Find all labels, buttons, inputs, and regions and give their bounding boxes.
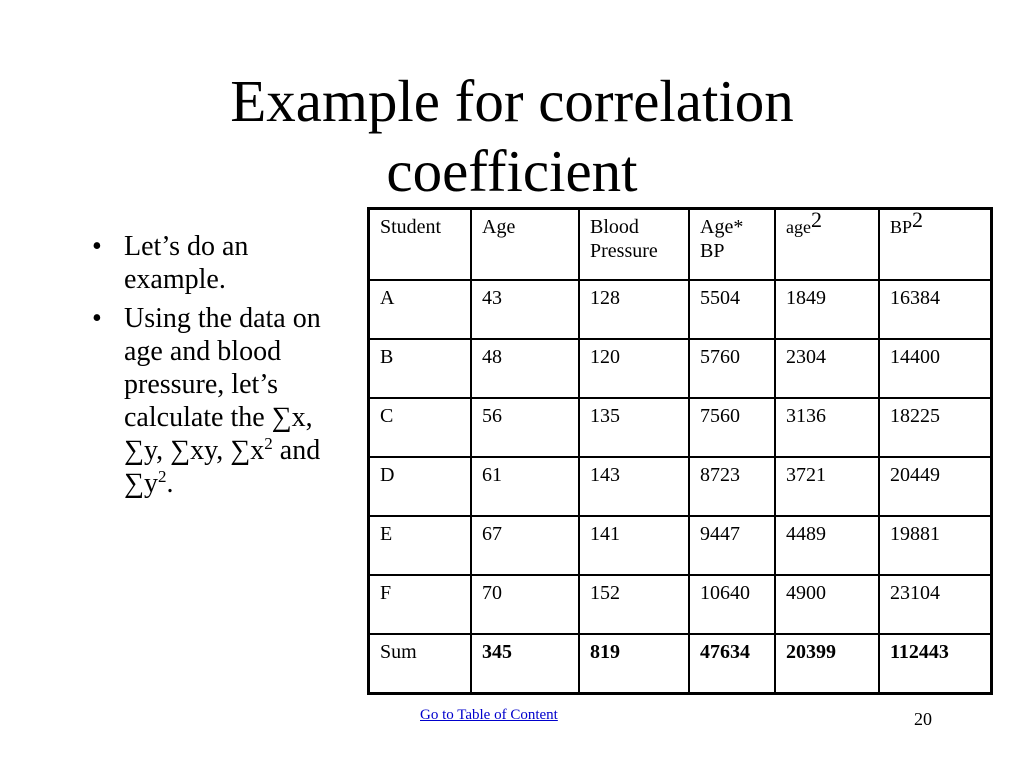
- bullet-text-2: Using the data on age and blood pressure, let’s calculate the ∑x, ∑y, ∑xy,: [124, 303, 321, 466]
- header-age: Age: [471, 209, 579, 281]
- table-cell: 16384: [879, 280, 992, 339]
- bullet-icon: •: [92, 303, 102, 334]
- table-cell: 4489: [775, 516, 879, 575]
- table-cell: B: [369, 339, 472, 398]
- sum-cell: 819: [579, 634, 689, 694]
- sum-cell: 20399: [775, 634, 879, 694]
- table-sum-row: [369, 634, 992, 694]
- table-cell: 43: [471, 280, 579, 339]
- bullet-icon: •: [92, 231, 102, 262]
- table-cell: 70: [471, 575, 579, 634]
- page-number: 20: [914, 709, 932, 729]
- slide-title: [0, 66, 1024, 206]
- sum-label: Sum: [369, 634, 472, 694]
- table-cell: 3721: [775, 457, 879, 516]
- table-cell: 19881: [879, 516, 992, 575]
- table-cell: 7560: [689, 398, 775, 457]
- table-row: [369, 398, 992, 457]
- table-cell: 23104: [879, 575, 992, 634]
- table-cell: 3136: [775, 398, 879, 457]
- data-table: [367, 207, 993, 695]
- table-cell: 152: [579, 575, 689, 634]
- bullet-sum-y2-exponent: 2: [157, 467, 167, 486]
- bullet-sum-x2-base: ∑x: [230, 435, 265, 466]
- table-row: [369, 280, 992, 339]
- bullet-end-period: .: [166, 468, 174, 499]
- table-cell: 120: [579, 339, 689, 398]
- slide-title-line-1: Example for correlation: [230, 68, 794, 134]
- sum-cell: 112443: [879, 634, 992, 694]
- table-cell: 67: [471, 516, 579, 575]
- table-cell: 5760: [689, 339, 775, 398]
- bullet-text-1: Let’s do an example.: [124, 231, 249, 295]
- table-cell: 48: [471, 339, 579, 398]
- table-row: [369, 339, 992, 398]
- table-cell: 5504: [689, 280, 775, 339]
- table-cell: D: [369, 457, 472, 516]
- table-of-content-link[interactable]: Go to Table of Content: [420, 707, 558, 723]
- header-age-squared: age$^2$: [775, 209, 879, 281]
- table-cell: 8723: [689, 457, 775, 516]
- table-row: [369, 516, 992, 575]
- table-header-row: [369, 209, 992, 281]
- table-cell: E: [369, 516, 472, 575]
- bullet-list: [92, 230, 342, 506]
- header-blood-pressure: Blood Pressure: [579, 209, 689, 281]
- sum-cell: 47634: [689, 634, 775, 694]
- bullet-item-1: [92, 230, 342, 296]
- table-cell: 135: [579, 398, 689, 457]
- table-cell: 2304: [775, 339, 879, 398]
- table-cell: 18225: [879, 398, 992, 457]
- table-row: [369, 457, 992, 516]
- slide-title-line-2: coefficient: [386, 138, 638, 204]
- table-cell: 4900: [775, 575, 879, 634]
- table-cell: 143: [579, 457, 689, 516]
- table-cell: 128: [579, 280, 689, 339]
- bullet-sum-y2-base: and ∑y: [124, 435, 321, 499]
- header-age-bp: Age* BP: [689, 209, 775, 281]
- table-cell: 14400: [879, 339, 992, 398]
- table-cell: C: [369, 398, 472, 457]
- table-cell: 141: [579, 516, 689, 575]
- bullet-item-2: [92, 302, 342, 500]
- table-cell: 9447: [689, 516, 775, 575]
- header-student: Student: [369, 209, 472, 281]
- table-cell: 1849: [775, 280, 879, 339]
- table-cell: 10640: [689, 575, 775, 634]
- table-row: [369, 575, 992, 634]
- bullet-sum-x2-exponent: 2: [264, 434, 273, 453]
- table-cell: 20449: [879, 457, 992, 516]
- table-cell: F: [369, 575, 472, 634]
- table-cell: A: [369, 280, 472, 339]
- sum-cell: 345: [471, 634, 579, 694]
- table-cell: 56: [471, 398, 579, 457]
- header-bp-squared: $BP^2$: [879, 209, 992, 281]
- table-cell: 61: [471, 457, 579, 516]
